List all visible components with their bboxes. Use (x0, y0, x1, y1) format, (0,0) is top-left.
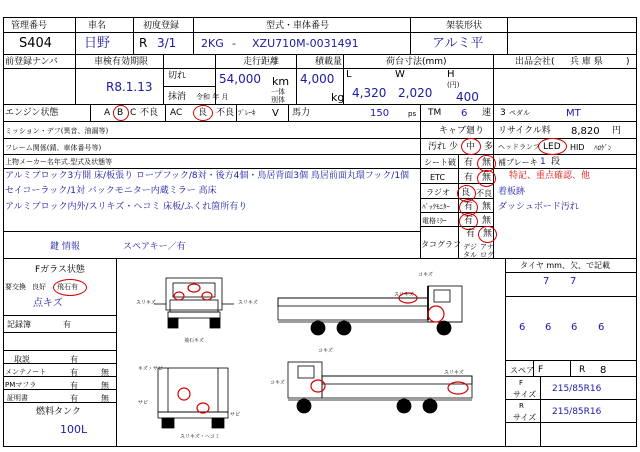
spare-label: スペア (510, 366, 534, 375)
f-size-label: サイズ (513, 390, 537, 399)
joso-label: 上物メーカー名年式.型式及状態等 (5, 158, 113, 166)
label-surikizu-4: スリキズ (444, 370, 464, 376)
kyori-unit: km (272, 75, 290, 88)
betsu-label: 別体 (271, 96, 285, 104)
f-label: F (519, 379, 524, 387)
etc-nashi: 無 (482, 173, 492, 183)
engine-furyo: 不良 (140, 108, 159, 118)
radio-ryo: 良 (461, 188, 471, 198)
tire-rear-4: 6 (598, 322, 605, 333)
shamei-value: 日野 (84, 36, 111, 51)
massho-date: 令和 年 月 (196, 93, 229, 101)
ps-unit: ps (408, 110, 417, 118)
recycle-value: 8,820 (571, 126, 600, 137)
truck-front-view (154, 278, 234, 328)
glass-ryokou: 良好 (32, 283, 46, 291)
bariki-value: 150 (370, 108, 390, 119)
cab-label: キャブ廻り (439, 126, 485, 136)
engine-A: A (104, 108, 111, 118)
engine-B-circle (113, 105, 129, 121)
yogore-ta: 多 (484, 142, 494, 152)
ac-bad: 不良 (216, 108, 235, 118)
yogore-label: 汚れ (428, 142, 447, 152)
label-sabi-2: サビ (230, 412, 241, 418)
special-item-1: 着板跡 (498, 187, 526, 197)
truck-side-view-top (278, 286, 462, 335)
mission-label: ミッション・デフ(異音、油漏等) (5, 127, 109, 135)
sekisai-unit: kg (331, 91, 345, 104)
tire-rear-3: 6 (571, 322, 578, 333)
brake-value: V (272, 108, 279, 119)
tacho-nashi: 無 (483, 229, 493, 239)
back-label: ﾊﾞｯｸﾓﾆﾀｰ (422, 203, 450, 211)
f-size: 215/85R16 (552, 384, 602, 394)
hojo-label: 補ブレーキ (498, 158, 538, 167)
ac-label: AC (170, 108, 183, 118)
halogen-label: ﾊﾛｹﾞﾝ (594, 144, 612, 152)
label-kogizu-3: コキズ (270, 380, 285, 386)
shukkin-label: 出品会社( (515, 57, 555, 67)
pm-label: PMマフラ (5, 381, 37, 389)
kyori-value: 54,000 (219, 72, 261, 86)
headlamp-label: ヘッドランプ (498, 143, 540, 151)
special-title: 特記、重点確認、他 (509, 171, 591, 181)
tacho-log: ログ (480, 251, 494, 259)
brake-label: ﾌﾞﾚｰｷ (238, 109, 256, 117)
shukkin-close: ) (626, 57, 630, 67)
engine-C: C (130, 108, 137, 118)
label-kogizu-2: コキズ (318, 348, 333, 354)
menteno-ari: 有 (70, 368, 78, 377)
spare-f: F (538, 365, 544, 375)
fuel-value: 100L (60, 423, 88, 436)
nidai-H-value: 400 (456, 90, 479, 104)
radio-furyo: 不良 (476, 189, 492, 198)
nidai-W: W (395, 69, 405, 80)
tire-label: タイヤ mm、欠、で記載 (520, 261, 610, 270)
shodo-era: R (139, 36, 148, 50)
pm-nashi: 無 (101, 381, 109, 390)
shiito-label: シート破 (424, 158, 456, 167)
tire-front-left: 7 (543, 276, 550, 287)
nidai-H: H (447, 69, 455, 80)
spare-r: R (579, 365, 586, 375)
label-hiseki: 飛石キズ (184, 338, 204, 344)
label-surikizu-3: スリキズ (394, 292, 414, 298)
katashiki-prefix: 2KG (201, 37, 224, 50)
label-sabi-1: サビ (138, 400, 149, 406)
label-surikizu-2: スリキズ (238, 300, 258, 306)
kanri-value: S404 (19, 36, 53, 51)
torisetsu-ari: 有 (70, 355, 78, 364)
note-line-3: アルミブロック内外/スリキズ・ヘコミ 床板/ふくれ箇所有り (5, 202, 248, 212)
tacho-tal: タル (463, 251, 477, 259)
recycle-label: リサイクル料 (498, 126, 551, 136)
pedal-label: ペダル (509, 109, 530, 117)
tm-soku: 速 (482, 108, 492, 118)
torisetsu-label: 取説 (14, 355, 30, 364)
katashiki-value: XZU710M-0031491 (252, 37, 359, 50)
tacho-circle (478, 226, 497, 243)
nidai-W-value: 2,020 (398, 86, 433, 100)
engine-label: エンジン状態 (5, 108, 59, 118)
denkaku-nashi: 無 (482, 216, 492, 226)
bariki-label: 馬力 (292, 108, 311, 118)
label-surikizu-1: スリキズ (136, 300, 156, 306)
ac-good: 良 (198, 108, 208, 118)
fuel-label: 燃料タンク (36, 407, 81, 417)
kasou-value: アルミ平 (432, 36, 484, 51)
glass-hiseki: 飛石有 (57, 283, 78, 291)
pm-ari: 有 (70, 381, 78, 390)
glass-yokoukan: 要交換 (5, 283, 26, 291)
etc-label: ETC (430, 173, 446, 182)
nidai-L: L (346, 69, 352, 80)
kasou-label: 架装形状 (446, 21, 483, 31)
pedal-num: 3 (500, 108, 506, 118)
kirokubo-label: 記録簿 (7, 320, 31, 329)
hiseki-circle (53, 279, 87, 296)
ichibu-label: 一体 (271, 88, 285, 96)
etc-circle (477, 170, 496, 187)
back-ari: 有 (464, 202, 474, 212)
mt-value: MT (566, 108, 581, 119)
radio-label: ラジオ (426, 188, 450, 197)
back-nashi: 無 (482, 202, 492, 212)
denkaku-circle (459, 213, 478, 230)
nidai-L-value: 4,320 (352, 86, 387, 100)
katashiki-dash: - (232, 37, 236, 50)
note-line-1: アルミブロック3方開 床/板張り ロープフック/8対・後方4個・鳥居背面3個 鳥居前面丸環フック/1個 (5, 171, 410, 181)
shodo-value: 3/1 (157, 36, 177, 50)
maenumber-label: 前登録ナンバ (5, 57, 58, 67)
kire-label: 切れ (168, 71, 187, 81)
shomeisho-label: 証明書 (7, 394, 28, 402)
nidai-en: (円) (447, 81, 460, 89)
kanri-label: 管理番号 (11, 21, 48, 31)
shaken-label: 車検有効期限 (94, 57, 149, 67)
naka-circle (461, 138, 481, 155)
sekisai-label: 積載量 (315, 57, 343, 67)
note-line-2: セイコーラック/1対 バックモニター内蔵ミラー 高床 (5, 186, 217, 196)
tacho-digi: デジ (463, 243, 477, 251)
tire-front-right: 7 (570, 276, 577, 287)
tire-rear-1: 6 (519, 322, 526, 333)
kyori-label: 走行距離 (243, 57, 280, 67)
label-kizu-sabi: キズ・サビ (138, 366, 163, 372)
shomeisho-ari: 有 (70, 394, 78, 403)
r-label: R (519, 402, 524, 410)
denkaku-label: 電格ﾐﾗｰ (422, 217, 447, 225)
frame-label: フレーム関係(錆、車体番号等) (5, 144, 102, 152)
kirokubo-value: 有 (63, 320, 71, 329)
engine-B: B (117, 108, 124, 118)
shaken-value: R8.1.13 (106, 80, 153, 94)
katashiki-label: 型式・車体番号 (266, 21, 330, 31)
truck-diagram (118, 258, 504, 448)
etc-ari: 有 (464, 173, 474, 183)
led-circle (538, 138, 567, 155)
tacho-ari: 有 (466, 229, 476, 239)
yogore-sho: 少 (449, 142, 459, 152)
yogore-naka: 中 (466, 142, 476, 152)
hojo-value: 1 (540, 157, 546, 167)
shamei-label: 車名 (88, 21, 107, 31)
tacho-label: タコグラフ (421, 240, 461, 249)
r-size: 215/85R16 (552, 407, 602, 417)
nidai-label: 荷台寸法(mm) (386, 57, 447, 67)
r-size-label: サイズ (513, 413, 537, 422)
hid-label: HID (570, 143, 585, 152)
special-item-2: ダッシュボード汚れ (498, 202, 579, 212)
glass-value: 点キズ (33, 298, 63, 309)
keys-label: 鍵 情報 (50, 242, 80, 252)
shiito-nashi: 無 (482, 158, 492, 168)
keys-value: スペアキー／有 (123, 242, 186, 252)
led-label: LED (543, 142, 561, 152)
shodo-label: 初度登録 (143, 21, 180, 31)
shukkin-pref: 兵 庫 県 (570, 57, 603, 67)
sekisai-value: 4,000 (300, 72, 335, 86)
recycle-unit: 円 (612, 126, 622, 136)
spare-value: 8 (600, 365, 607, 376)
menteno-label: メンテノート (5, 368, 47, 376)
label-surikizu-hekomi: スリキズ・ヘコミ (180, 434, 220, 440)
label-kogizu-1: コキズ (418, 272, 433, 278)
tm-label: TM (428, 108, 442, 118)
shomeisho-nashi: 無 (101, 394, 109, 403)
menteno-nashi: 無 (101, 368, 109, 377)
massho-label: 抹消 (168, 92, 187, 102)
truck-rear-view (158, 368, 228, 428)
hojo-dan: 段 (551, 157, 561, 167)
tm-value: 6 (461, 108, 468, 119)
tacho-ana: アナ (480, 243, 494, 251)
tire-rear-2: 6 (545, 322, 552, 333)
shiito-ari: 有 (464, 158, 474, 168)
denkaku-ari: 有 (464, 216, 474, 226)
ac-good-circle (193, 105, 213, 121)
glass-title: Fガラス状態 (35, 265, 85, 275)
